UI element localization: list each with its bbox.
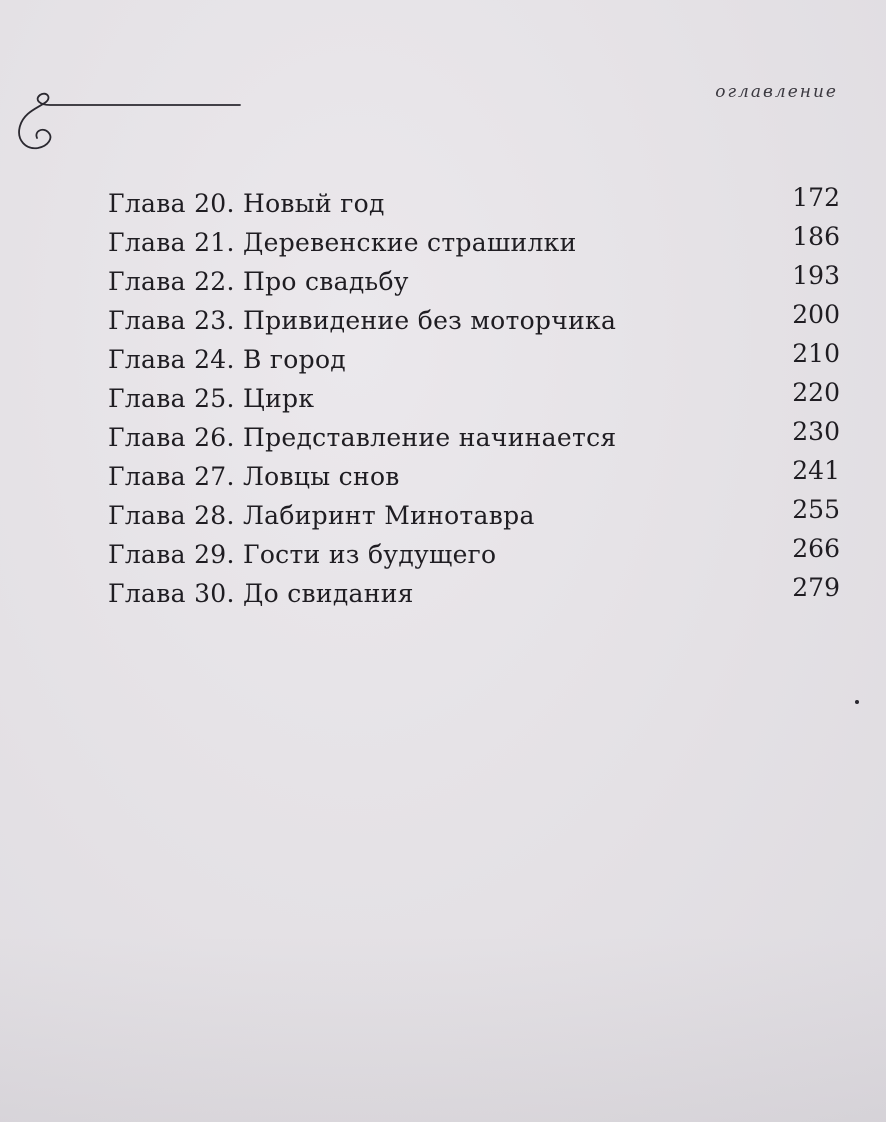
- toc-entry: [108, 412, 840, 451]
- toc-entry-title: Глава 21. Деревенские страшилки: [108, 228, 577, 257]
- toc-entry-page: 266: [792, 534, 840, 563]
- toc-entry-title: Глава 25. Цирк: [108, 384, 315, 413]
- toc-entry: [108, 529, 840, 568]
- toc-entry: [108, 295, 840, 334]
- toc-entry-page: 172: [792, 183, 840, 212]
- toc-entry-page: 230: [792, 417, 840, 446]
- toc-entry-title: Глава 26. Представление начинается: [108, 423, 617, 452]
- toc-entry-page: 193: [792, 261, 840, 290]
- page-shadow: [0, 932, 886, 1122]
- table-of-contents: [108, 178, 840, 607]
- toc-entry-title: Глава 22. Про свадьбу: [108, 267, 409, 296]
- toc-entry: [108, 490, 840, 529]
- toc-entry: [108, 217, 840, 256]
- toc-entry-page: 255: [792, 495, 840, 524]
- toc-entry-title: Глава 27. Ловцы снов: [108, 462, 400, 491]
- toc-entry-title: Глава 23. Привидение без моторчика: [108, 306, 617, 335]
- toc-entry-title: Глава 29. Гости из будущего: [108, 540, 497, 569]
- toc-entry-title: Глава 20. Новый год: [108, 189, 385, 218]
- decorative-flourish-icon: [10, 88, 250, 158]
- toc-entry-page: 200: [792, 300, 840, 329]
- toc-entry-title: Глава 24. В город: [108, 345, 346, 374]
- ink-speck: [855, 700, 859, 704]
- running-head: оглавление: [715, 82, 838, 102]
- toc-entry: [108, 178, 840, 217]
- toc-entry-page: 241: [792, 456, 840, 485]
- toc-entry-page: 279: [792, 573, 840, 602]
- toc-entry-title: Глава 30. До свидания: [108, 579, 414, 608]
- toc-entry-title: Глава 28. Лабиринт Минотавра: [108, 501, 535, 530]
- toc-entry-page: 186: [792, 222, 840, 251]
- toc-entry-page: 210: [792, 339, 840, 368]
- toc-entry-page: 220: [792, 378, 840, 407]
- toc-entry: [108, 373, 840, 412]
